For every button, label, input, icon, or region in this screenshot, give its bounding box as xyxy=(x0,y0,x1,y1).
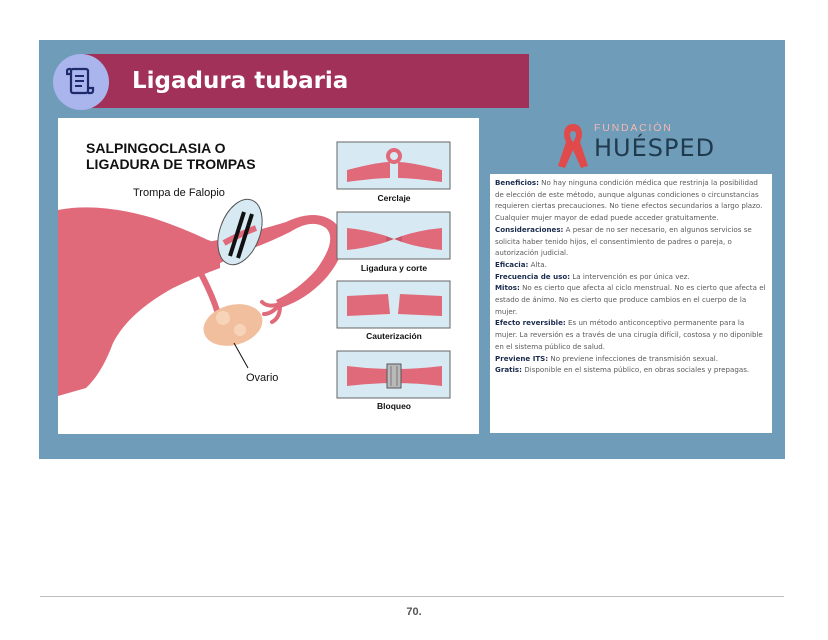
info-text: Es un método anticonceptivo permanente para la mujer. La reversión es a través de una cirugía difícil, costosa y no diponible en el sistema público de salud. xyxy=(495,318,763,351)
info-paragraph xyxy=(495,224,768,259)
info-text: No previene infecciones de transmisión sexual. xyxy=(548,353,719,363)
method-caption-bloqueo: Bloqueo xyxy=(377,401,411,411)
title-icon-badge xyxy=(53,54,109,110)
info-text: Alta. xyxy=(528,259,547,269)
logo-name-text: HUÉSPED xyxy=(594,134,716,162)
page-title: Ligadura tubaria xyxy=(132,68,349,94)
awareness-ribbon-icon xyxy=(556,120,590,170)
illustration-title-line1: SALPINGOCLASIA O xyxy=(86,140,226,156)
info-term: Efecto reversible: xyxy=(495,318,566,328)
info-term: Consideraciones: xyxy=(495,224,564,234)
method-caption-cerclaje: Cerclaje xyxy=(377,193,411,203)
method-caption-ligadura: Ligadura y corte xyxy=(360,263,428,273)
label-fallopian-tube: Trompa de Falopio xyxy=(133,187,225,199)
info-text: No hay ninguna condición médica que restrinja la posibilidad de elección de este método, aunque algunas condiciones o circunstancias requieren ciertas precauciones. No tiene efectos secundarios a largo plazo. Cualquier mujer mayor de edad puede acceder gratuitamente. xyxy=(495,178,763,223)
logo-foundation-text: FUNDACIÓN xyxy=(594,122,673,134)
info-term: Mitos: xyxy=(495,283,520,293)
sterilization-illustration xyxy=(58,118,479,434)
info-term: Gratis: xyxy=(495,365,522,375)
info-term: Previene ITS: xyxy=(495,353,549,363)
info-text: A pesar de no ser necesario, en algunos servicios se solicita haber tenido hijos, el consentimiento de padres o pareja, o autorización judicial. xyxy=(495,224,752,258)
illustration-title-line2: LIGADURA DE TROMPAS xyxy=(86,156,256,172)
info-paragraph xyxy=(495,353,768,365)
label-ovary: Ovario xyxy=(246,372,279,384)
footer-divider xyxy=(40,596,784,597)
method-info-box xyxy=(490,174,772,433)
info-paragraph xyxy=(495,259,768,271)
info-term: Eficacia: xyxy=(495,259,529,269)
info-paragraph xyxy=(495,317,768,352)
info-paragraph xyxy=(495,271,768,283)
info-paragraph xyxy=(495,364,768,376)
method-caption-cauterizacion: Cauterización xyxy=(366,331,422,341)
page-number: 70. xyxy=(406,606,422,618)
info-term: Beneficios: xyxy=(495,178,539,187)
info-paragraph xyxy=(495,282,768,317)
info-paragraph xyxy=(495,177,768,224)
info-text: Disponible en el sistema público, en obras sociales y prepagas. xyxy=(522,365,750,375)
illustration-title xyxy=(86,140,286,172)
fundacion-huesped-logo xyxy=(556,120,716,172)
info-text: La intervención es por única vez. xyxy=(570,271,690,281)
scroll-document-icon xyxy=(66,66,96,98)
info-term: Frecuencia de uso: xyxy=(495,271,571,281)
info-text: No es cierto que afecta al ciclo menstrual. No es cierto que afecta el estado de ánimo. No es cierto que produce cambios en el cuerpo de la mujer. xyxy=(495,283,766,316)
